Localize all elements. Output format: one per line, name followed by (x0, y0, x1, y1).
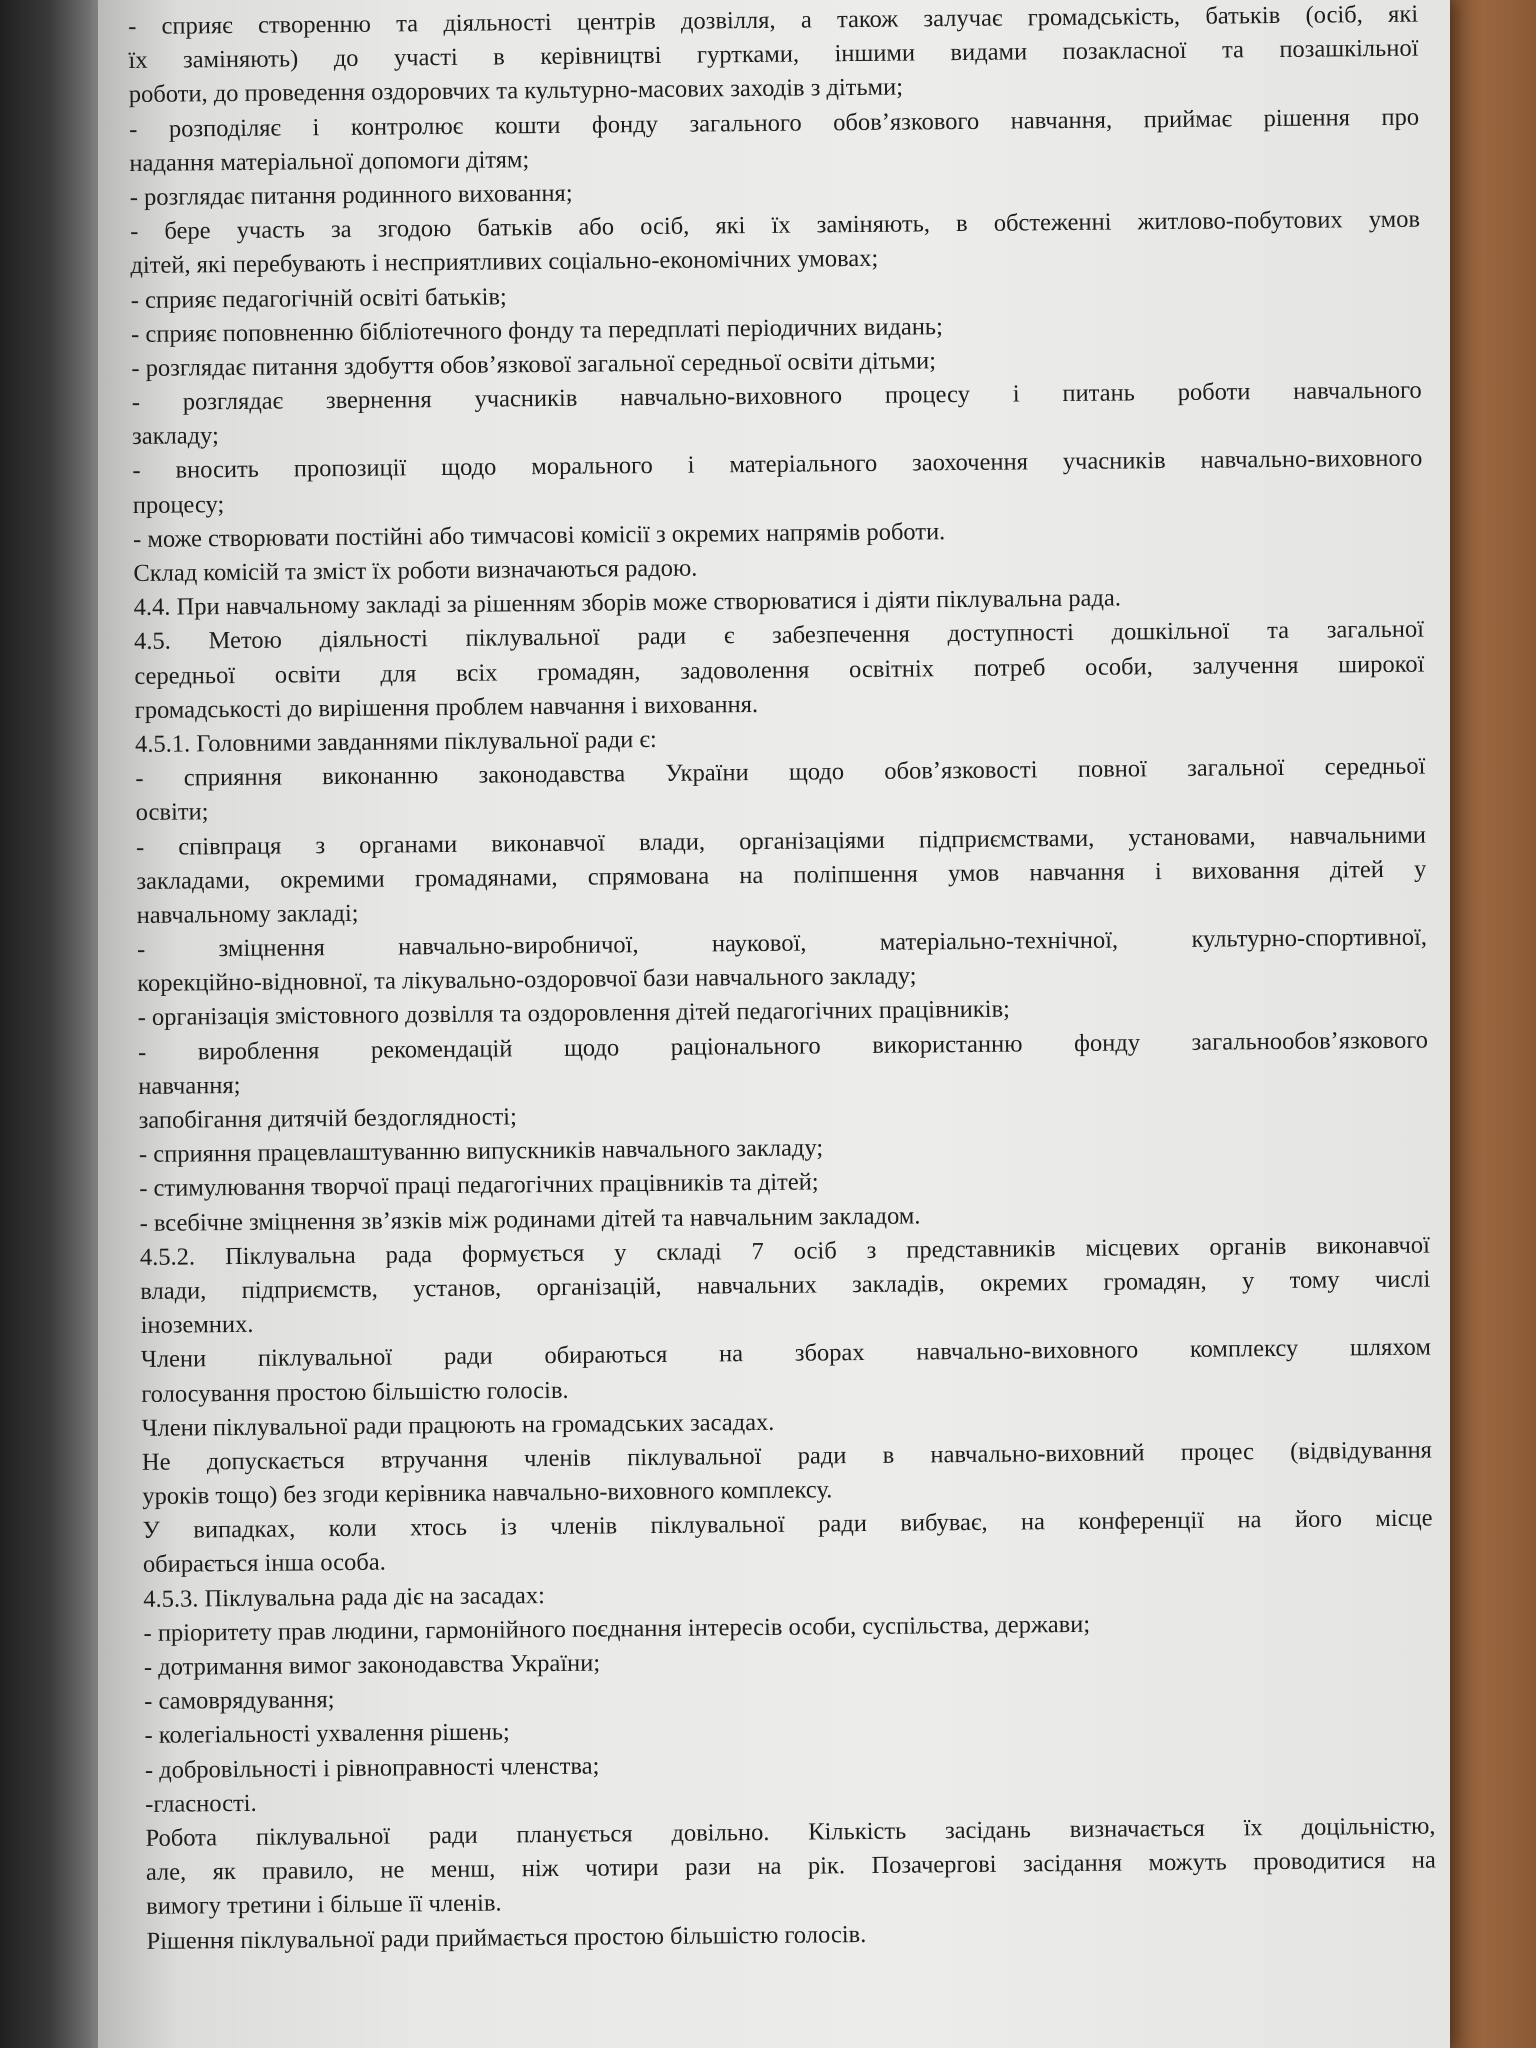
text-line: процесу; (132, 490, 225, 519)
text-line: - добровільності і рівноправності членства; (144, 1752, 600, 1784)
text-line: - всебічне зміцнення зв’язків між родинами дітей та навчальним закладом. (139, 1202, 921, 1237)
text-line: - стимулювання творчої праці педагогічних працівників та дітей; (139, 1168, 819, 1203)
text-line: дітей, які перебувають і несприятливих соціально-економічних умовах; (130, 245, 879, 280)
text-line: вимогу третини і більше її членів. (146, 1889, 502, 1921)
text-line: У випадках, коли хтось із членів піклувальної ради вибуває, на конференції на його місце (142, 1504, 1433, 1545)
text-line: - сприяння працевлаштуванню випускників навчального закладу; (138, 1134, 824, 1169)
document-body (128, 0, 1437, 1959)
text-line: Рішення піклувальної ради приймається простою більшістю голосів. (146, 1920, 867, 1955)
text-line: 4.5.2. Піклувальна рада формується у складі 7 осіб з представників місцевих органів виконавчої (139, 1231, 1431, 1271)
text-line: закладами, окремими громадянами, спрямована на поліпшення умов навчання і виховання дітей у (136, 855, 1427, 895)
text-line: Члени піклувальної ради працюють на громадських засадах. (141, 1408, 775, 1442)
text-line: - зміцнення навчально-виробничої, наукової, матеріально-технічної, культурно-спортивної, (136, 923, 1428, 964)
text-line: - пріоритету прав людини, гармонійного поєднання інтересів особи, суспільства, держави; (143, 1610, 1091, 1647)
text-line: іноземних. (140, 1310, 254, 1340)
wooden-table-edge (1446, 0, 1536, 2048)
text-line: корекційно-відновної, та лікувально-оздоровчої бази навчального закладу; (137, 962, 917, 998)
text-line: - співпраця з органами виконавчої влади, організаціями підприємствами, установами, навчальними (135, 821, 1427, 861)
book-binding-shadow (0, 0, 110, 2048)
text-line: - сприяє поповненню бібліотечного фонду та передплаті періодичних видань; (130, 312, 943, 348)
text-line: - бере участь за згодою батьків або осіб, які їх заміняють, в обстеженні житлово-побутових умов (129, 205, 1421, 246)
text-line: середньої освіти для всіх громадян, задоволення освітніх потреб особи, залучення широкої (134, 650, 1425, 690)
text-line: - розглядає питання здобуття обов’язкової загальної середньої освіти дітьми; (131, 347, 937, 382)
text-line: - вносить пропозиції щодо морального і матеріального заохочення учасників навчально-виховного (132, 445, 1423, 485)
text-line: Члени піклувальної ради обираються на зборах навчально-виховного комплексу шляхом (140, 1333, 1432, 1374)
text-line: Робота піклувальної ради планується довільно. Кількість засідань визначається їх доцільністю, (145, 1812, 1436, 1852)
text-line: обирається інша особа. (142, 1549, 386, 1579)
text-line: їх заміняють) до участі в керівництві гуртками, іншими видами позакласної та позашкільної (128, 34, 1419, 75)
text-line: надання матеріальної допомоги дітям; (129, 145, 530, 177)
text-line: - дотримання вимог законодавства України; (143, 1649, 601, 1681)
text-line: 4.5.1. Головними завданнями піклувальної ради є: (134, 725, 657, 758)
text-line: громадськості до вирішення проблем навчання і виховання. (134, 690, 759, 724)
text-line: але, як правило, не менш, ніж чотири рази на рік. Позачергові засідання можуть проводитися на (145, 1846, 1436, 1887)
text-line: - самоврядування; (144, 1686, 335, 1716)
text-line: 4.5.3. Піклувальна рада діє на засадах: (143, 1581, 545, 1613)
text-line: - колегіальності ухвалення рішень; (144, 1718, 510, 1750)
text-line: навчання; (138, 1071, 241, 1100)
text-line: запобігання дитячій бездоглядності; (138, 1103, 517, 1134)
text-line: Склад комісій та зміст їх роботи визначаються радою. (133, 554, 698, 587)
text-line: - вироблення рекомендацій щодо раціонального використанню фонду загальнообов’язкового (137, 1026, 1429, 1066)
text-line: - може створювати постійні або тимчасові комісії з окремих напрямів роботи. (132, 517, 946, 553)
text-line: - сприяє педагогічній освіті батьків; (130, 282, 507, 314)
text-line: влади, підприємств, установ, організацій, навчальних закладів, окремих громадян, у тому числі (140, 1265, 1431, 1305)
text-line: - сприяє створенню та діяльності центрів дозвілля, а також залучає громадськість, батьків (осіб, які (128, 0, 1419, 40)
text-line: закладу; (131, 422, 219, 451)
text-line: - розглядає звернення учасників навчально-виховного процесу і питань роботи навчального (131, 376, 1422, 417)
text-line: голосування простою більшістю голосів. (141, 1376, 569, 1408)
text-line: - розглядає питання родинного виховання; (129, 179, 573, 211)
text-line: 4.5. Метою діяльності піклувальної ради є забезпечення доступності дошкільної та загальної (133, 615, 1425, 656)
text-line: навчальному закладі; (136, 899, 359, 929)
text-line: - сприяння виконанню законодавства України щодо обов’язковості повної загальної середньої (135, 752, 1426, 793)
text-line: роботи, до проведення оздоровчих та культурно-масових заходів з дітьми; (128, 73, 904, 109)
document-page (98, 0, 1450, 2048)
text-line: освіти; (135, 798, 209, 827)
text-line: 4.4. При навчальному закладі за рішенням зборів може створюватися і діяти піклувальна рада. (133, 584, 1122, 622)
text-line: -гласності. (145, 1789, 257, 1818)
text-line: Не допускається втручання членів піклувальної ради в навчально-виховний процес (відвідування (141, 1436, 1433, 1476)
text-line: - організація змістовного дозвілля та оздоровлення дітей педагогічних працівників; (137, 996, 1011, 1032)
text-line: уроків тощо) без згоди керівника навчально-виховного комплексу. (142, 1476, 833, 1510)
text-line: - розподіляє і контролює кошти фонду загального обов’язкового навчання, приймає рішення про (129, 103, 1420, 143)
